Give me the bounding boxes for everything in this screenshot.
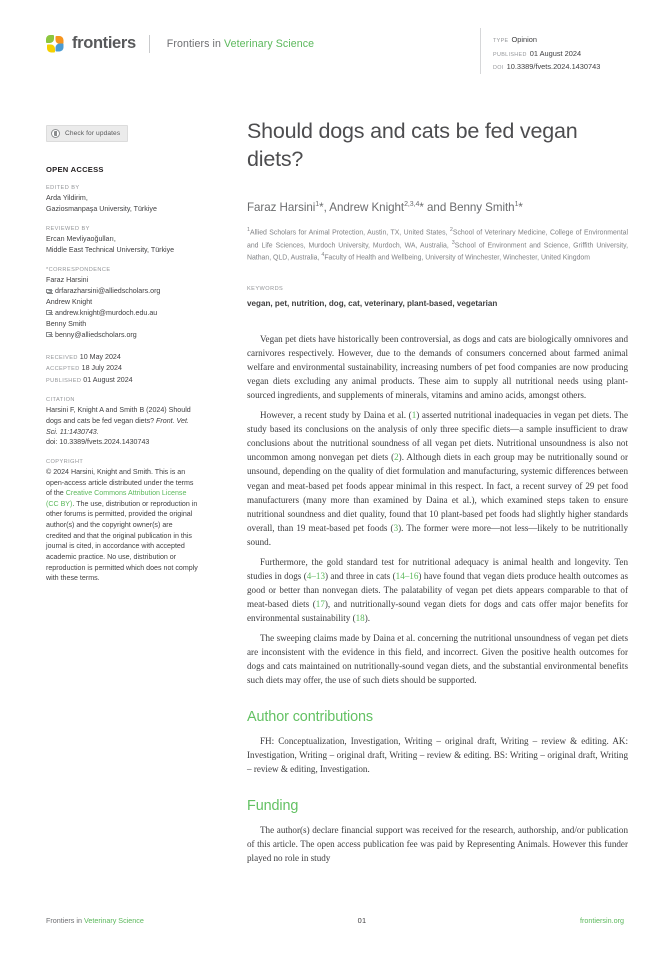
copyright-label: COPYRIGHT: [46, 458, 84, 465]
footer-site-link[interactable]: frontiersin.org: [580, 916, 624, 925]
date-published: [46, 375, 198, 386]
meta-published-label: PUBLISHED: [493, 51, 527, 58]
editor-affiliation: Gaziosmanpaşa University, Türkiye: [46, 204, 157, 213]
dates-section: [46, 352, 198, 386]
page-footer: [46, 916, 624, 925]
masthead: [0, 28, 670, 84]
author-list: Faraz Harsini$^1$*, Andrew Knight$^{2,3,4}$* and Benny Smith$^1$*: [247, 201, 523, 215]
check-for-updates-label: Check for updates: [65, 130, 121, 137]
footer-journal: [46, 916, 144, 925]
funding-text: The author(s) declare financial support was received for the research, authorship, and/or publication of this article. The open access publication fee was paid by Representing Animals. However this funder played no role in study: [247, 825, 628, 864]
body-paragraph: The sweeping claims made by Daina et al. concerning the nutritional unsoundness of vegan pet diets are inconsistent with the evidence in this field, and incorrect. Given the positive health outcomes for dogs and cats maintained on nutritionally-sound vegan diets, and the substantial environmental benefits such diets may offer, the use of such diets should be supported.: [247, 633, 628, 686]
meta-type-value: Opinion: [511, 35, 537, 44]
edited-by-section: [46, 185, 198, 215]
meta-type-label: TYPE: [493, 38, 509, 44]
frontiers-brand[interactable]: [46, 28, 314, 53]
date-received-value: 10 May 2024: [79, 352, 121, 361]
crossmark-icon: [51, 129, 60, 138]
copyright-text-part2: . The use, distribution or reproduction in other forums is permitted, provided the original author(s) and the copyright owner(s) are credited and that the original publication in this journal is cited, in accordance with accepted academic practice. No use, distribution or reproduction is permitted which does not comply with these terms.: [46, 499, 198, 583]
meta-doi-label: DOI: [493, 65, 504, 72]
body-paragraph: Vegan pet diets have historically been controversial, as dogs and cats are biologically omnivores and carnivores respectively. However, due to the demands of consumers concerned about farmed animal welfare and environmental sustainability, increasing numbers of pet food companies are now producing vegan diets excluding any animal products. These aim to supply all nutritional needs using plant-sourced ingredients, and supplements of minerals, vitamins and amino acids, amongst others.: [247, 334, 628, 401]
footer-journal-name: Veterinary Science: [83, 916, 144, 925]
meta-published: [493, 47, 640, 61]
edited-by-label: EDITED BY: [46, 185, 80, 191]
body-paragraph: Furthermore, the gold standard test for nutritional adequacy is animal health and longevity. Ten studies in dogs (4–13) and three in cats (14–16) have found that vegan diets produce health outcomes as good or better than nonvegan diets. The palatability of vegan pet diets appears comparable to that of meat-based diets (17), and nutritionally-sound vegan diets for dogs and cats offer major benefits for environmental sustainability (18).: [247, 556, 628, 623]
affiliations: $^1$Allied Scholars for Animal Protection, Austin, TX, United States, $^2$School of Veterinary Medicine, College of Environmental and Life Sciences, Murdoch University, Murdoch, WA, Australia, $^3$School of Environment and Science, Griffith University, Nathan, QLD, Australia, $^4$Faculty of Health and Wellbeing, University of Winchester, Winchester, United Kingdom: [247, 227, 628, 262]
correspondent-name: Benny Smith: [46, 319, 87, 328]
keywords-list: vegan, pet, nutrition, dog, cat, veterinary, plant-based, vegetarian: [247, 298, 498, 308]
reviewed-by-section: [46, 226, 198, 256]
correspondent-email-row[interactable]: [46, 330, 198, 341]
check-for-updates-button[interactable]: [46, 125, 128, 142]
citation-section: [46, 397, 198, 448]
meta-doi: [493, 60, 640, 74]
citation-label: CITATION: [46, 397, 75, 404]
correspondent-email-row[interactable]: [46, 308, 198, 319]
reviewed-by-label: REVIEWED BY: [46, 225, 90, 232]
citation-volume: 11:1430743.: [57, 427, 99, 436]
reviewer-name: Ercan Mevliyaoğulları,: [46, 234, 116, 243]
keywords-label: KEYWORDS: [247, 285, 284, 292]
journal-title: Veterinary Science: [224, 37, 315, 50]
section-heading-funding: Funding: [247, 798, 299, 815]
section-heading-author-contributions: Author contributions: [247, 709, 373, 726]
date-published-label: PUBLISHED: [46, 377, 82, 384]
copyright-text-part1: © 2024 Harsini, Knight and Smith. This is an open-access article distributed under the terms of the: [46, 467, 194, 498]
frontiers-pinwheel-logo-icon: [46, 35, 63, 52]
correspondence-label: *CORRESPONDENCE: [46, 266, 111, 273]
envelope-icon: [46, 310, 52, 314]
citation-line-1: Harsini F, Knight A and Smith B (2024) Should: [46, 406, 191, 415]
correspondent-name: Faraz Harsini: [46, 275, 89, 284]
date-accepted-value: 18 July 2024: [81, 364, 122, 373]
sidebar: [46, 125, 198, 595]
date-accepted-label: ACCEPTED: [46, 366, 80, 373]
correspondent-email: andrew.knight@murdoch.edu.au: [55, 308, 158, 317]
meta-published-value: 01 August 2024: [529, 48, 582, 58]
date-published-value: 01 August 2024: [83, 375, 133, 384]
brand-wordmark: frontiers: [72, 34, 136, 52]
correspondent-email: benny@alliedscholars.org: [55, 330, 137, 339]
date-received: [46, 352, 198, 363]
citation-doi[interactable]: doi: 10.3389/fvets.2024.1430743: [46, 438, 150, 447]
body-paragraphs: [247, 332, 628, 687]
journal-name: [167, 38, 314, 50]
reviewer-affiliation: Middle East Technical University, Türkiye: [46, 245, 175, 254]
journal-prefix: Frontiers in: [166, 37, 225, 50]
envelope-icon: [46, 332, 52, 336]
cc-license-link[interactable]: Creative Commons Attribution License (CC BY): [46, 489, 187, 508]
citation-journal: Front. Vet. Sci.: [46, 416, 189, 436]
article-main: [247, 118, 628, 871]
citation-line-2: dogs and cats be fed vegan diets?: [46, 416, 155, 425]
copyright-section: [46, 459, 198, 584]
date-received-label: RECEIVED: [46, 354, 78, 361]
article-meta: [480, 28, 640, 74]
copyright-text: [46, 467, 198, 584]
meta-doi-value[interactable]: 10.3389/fvets.2024.1430743: [506, 62, 601, 72]
date-accepted: [46, 363, 198, 374]
footer-page-number: 01: [357, 916, 367, 925]
body-paragraph: However, a recent study by Daina et al. (1) asserted nutritional inadequacies in vegan pet diets. The study based its conclusions on the analysis of only three specific diets—a sample insufficient to draw conclusions about the nutritional soundness of all vegan pet diets. Nutritional unsoundness is also not uncommon among nonvegan pet diets (2). Although diets in each group may be nutritionally sound or unsound, depending on the quality of diet formulation and manufacturing, systemic differences between vegan and meat-based pet foods appear minimal in this respect. In fact, a recent survey of 29 pet food manufacturers (many more than examined by Daina et al.), which examined steps taken to ensure nutritional soundness and diet quality, found that 10 plant-based pet foods had slightly higher standards overall, than 19 meat-based pet foods (3). The former were more—not less—likely to be nutritionally sound.: [247, 410, 629, 547]
envelope-icon: [46, 289, 52, 293]
correspondent-name: Andrew Knight: [46, 297, 93, 306]
editor-name: Arda Yildirim,: [46, 194, 88, 202]
footer-journal-prefix: Frontiers in: [46, 916, 84, 925]
correspondence-section: [46, 267, 198, 341]
citation-text: [46, 405, 198, 448]
brand-divider: [149, 35, 150, 53]
page-title: Should dogs and cats be fed vegan diets?: [247, 119, 578, 171]
open-access-label: OPEN ACCESS: [46, 165, 104, 174]
meta-type: [493, 33, 640, 47]
author-contributions-text: FH: Conceptualization, Investigation, Writing – original draft, Writing – review & editing. AK: Investigation, Writing – original draft, Writing – review & editing. BS: Writing – original draft, Writing – review & editing, Investigation.: [247, 736, 628, 775]
correspondent-email-row[interactable]: [46, 286, 198, 297]
correspondent-email: drfarazharsini@alliedscholars.org: [55, 286, 161, 295]
